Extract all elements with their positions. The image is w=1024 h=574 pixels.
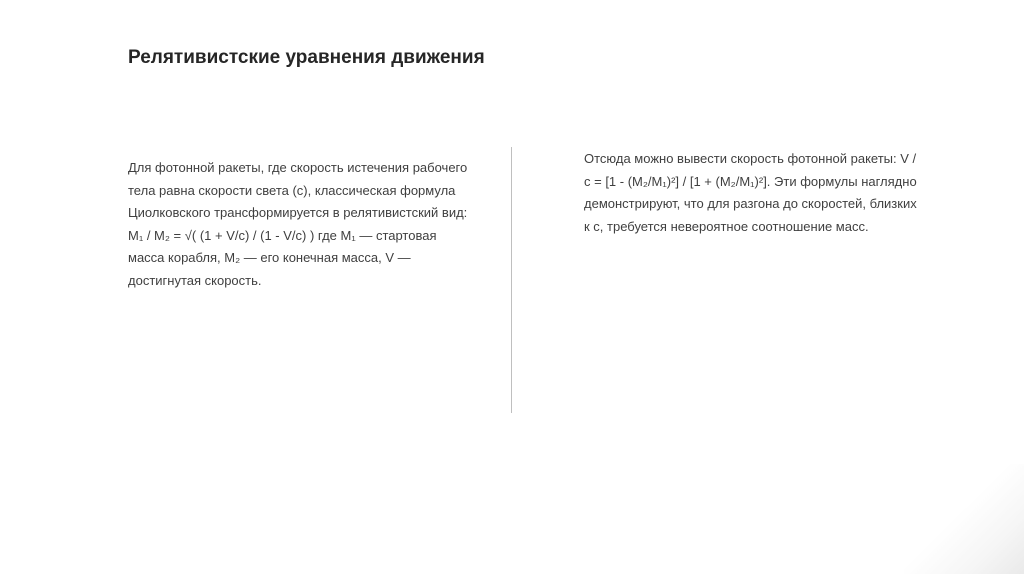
- column-divider: [511, 147, 512, 413]
- corner-shade: [904, 464, 1024, 574]
- right-column-text: Отсюда можно вывести скорость фотонной ракеты: V / c = [1 - (M₂/M₁)²] / [1 + (M₂/M₁)²]. Эти формулы наглядно демонстрируют, что для разгона до скоростей, близких к с, требуется невероятное соотношение масс.: [584, 151, 917, 234]
- left-column-text: Для фотонной ракеты, где скорость истечения рабочего тела равна скорости света (с), классическая формула Циолковского трансформируется в релятивистский вид: M₁ / M₂ = √( (1 + V/c) / (1 - V/c) ) где M₁ — стартовая масса корабля, M₂ — его конечная масса, V — достигнутая скорость.: [128, 160, 468, 288]
- slide-title: Релятивистские уравнения движения: [128, 47, 485, 68]
